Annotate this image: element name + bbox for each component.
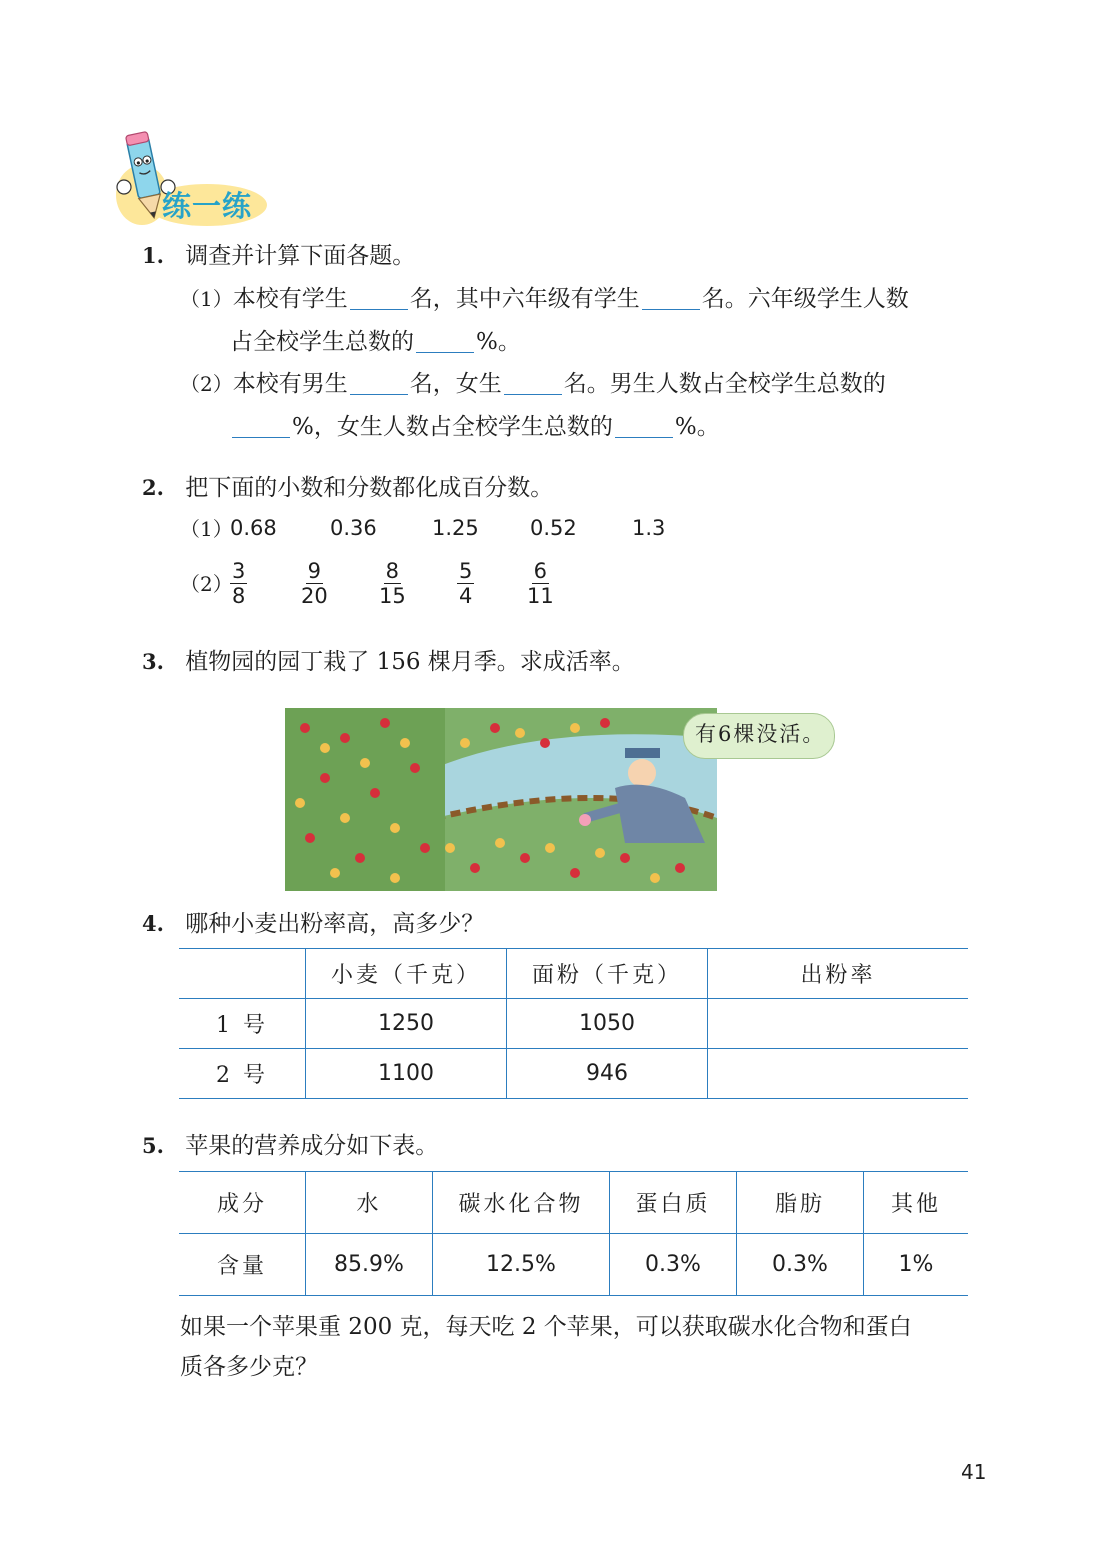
- answer-blank[interactable]: [504, 370, 562, 395]
- table-header-cell: 其他: [890, 1192, 941, 1217]
- table-cell: 12.5%: [433, 1234, 610, 1296]
- part-label: （1）: [180, 287, 233, 311]
- numerator: 3: [232, 559, 246, 583]
- table-header-row: [179, 949, 968, 999]
- answer-cell[interactable]: [708, 1049, 969, 1099]
- table-header-cell: 脂肪: [737, 1172, 864, 1234]
- denominator: 20: [301, 584, 328, 608]
- question-4: [142, 909, 484, 939]
- decimal-value: 1.25: [432, 516, 479, 540]
- table-cell: 0.3%: [610, 1234, 737, 1296]
- table-cell: 1050: [507, 999, 708, 1049]
- fraction: [230, 559, 247, 608]
- answer-blank[interactable]: [642, 285, 700, 310]
- text-segment: 名，女生: [409, 371, 502, 397]
- table-row: [179, 999, 968, 1049]
- decimal-value: 0.36: [330, 516, 377, 540]
- denominator: 8: [232, 584, 246, 608]
- decimal-value: 1.3: [632, 516, 666, 540]
- table-cell: 1100: [306, 1049, 507, 1099]
- text-segment: 本校有学生: [232, 286, 348, 312]
- q5-followup-line1: 如果一个苹果重 200 克，每天吃 2 个苹果，可以获取碳水化合物和蛋白: [180, 1314, 912, 1340]
- question-1: [142, 241, 415, 271]
- fraction: [527, 559, 554, 608]
- q1-part1-line2: [230, 327, 521, 357]
- page-number: 41: [961, 1460, 987, 1484]
- numerator: 6: [533, 559, 548, 583]
- numerator: 5: [459, 559, 473, 583]
- section-title: 练一练: [162, 189, 253, 223]
- question-3: [142, 647, 635, 677]
- speech-text: 有6棵没活。: [695, 722, 826, 746]
- table-header-cell: 成分: [179, 1172, 306, 1234]
- nutrition-table: [179, 1171, 968, 1296]
- part-label: （2）: [180, 372, 233, 396]
- question-number: 3.: [142, 649, 164, 674]
- text-segment: 本校有男生: [232, 371, 348, 397]
- table-cell: 1 号: [179, 999, 306, 1049]
- question-text: 哪种小麦出粉率高，高多少？: [185, 911, 485, 937]
- table-cell: 85.9%: [306, 1234, 433, 1296]
- answer-blank[interactable]: [416, 328, 474, 353]
- table-header-cell: [179, 949, 306, 999]
- answer-blank[interactable]: [615, 413, 673, 438]
- answer-blank[interactable]: [350, 370, 408, 395]
- q2-part2: [180, 569, 233, 599]
- text-segment: %。: [476, 329, 521, 355]
- question-text: 植物园的园丁栽了 156 棵月季。求成活率。: [185, 649, 635, 675]
- gardener-flowers-image: [285, 708, 717, 891]
- q1-part1-line1: [180, 284, 909, 314]
- denominator: 4: [459, 584, 473, 608]
- exercise-badge: [112, 125, 272, 230]
- table-cell: 946: [507, 1049, 708, 1099]
- table-cell: 含量: [179, 1234, 306, 1296]
- q5-followup-line2: 质各多少克？: [180, 1354, 318, 1380]
- table-cell: 1%: [898, 1252, 934, 1277]
- question-number: 1.: [142, 243, 164, 268]
- text-segment: 名。男生人数占全校学生总数的: [563, 371, 886, 397]
- table-header-row: [179, 1172, 968, 1234]
- decimal-value: 0.52: [530, 516, 577, 540]
- table-header-cell: 水: [306, 1172, 433, 1234]
- question-number: 5.: [142, 1133, 164, 1158]
- question-text: 苹果的营养成分如下表。: [185, 1133, 439, 1159]
- text-segment: %，女生人数占全校学生总数的: [292, 414, 613, 440]
- question-number: 4.: [142, 911, 164, 936]
- denominator: 15: [379, 584, 406, 608]
- table-header-cell: 蛋白质: [610, 1172, 737, 1234]
- numerator: 8: [385, 559, 400, 583]
- denominator: 11: [527, 584, 554, 608]
- question-5: [142, 1131, 438, 1161]
- table-cell: 2 号: [179, 1049, 306, 1099]
- text-segment: 占全校学生总数的: [230, 329, 414, 355]
- q1-part2-line1: [180, 369, 886, 399]
- q1-part2-line2: [230, 412, 720, 442]
- text-segment: %。: [674, 414, 720, 440]
- answer-blank[interactable]: [350, 285, 408, 310]
- question-2: [142, 473, 553, 503]
- answer-blank[interactable]: [232, 413, 290, 438]
- garden-illustration: [285, 708, 717, 891]
- table-row: [179, 1234, 968, 1296]
- table-header-cell: 碳水化合物: [433, 1172, 610, 1234]
- text-segment: 名。六年级学生人数: [701, 286, 909, 312]
- table-header-cell: 出粉率: [800, 963, 876, 988]
- table-cell: 0.3%: [737, 1234, 864, 1296]
- part-label: （1）: [180, 517, 233, 541]
- text-segment: 名，其中六年级有学生: [409, 286, 640, 312]
- q2-part1: [180, 514, 233, 544]
- question-text: 把下面的小数和分数都化成百分数。: [185, 475, 554, 501]
- wheat-table: [179, 948, 968, 1099]
- table-cell: 1250: [306, 999, 507, 1049]
- decimal-value: 0.68: [230, 516, 277, 540]
- table-header-cell: 面粉（千克）: [507, 949, 708, 999]
- part-label: （2）: [180, 572, 233, 596]
- table-row: [179, 1049, 968, 1099]
- fraction: [301, 559, 328, 608]
- fraction: [379, 559, 406, 608]
- fraction: [457, 559, 474, 608]
- numerator: 9: [307, 559, 322, 583]
- question-number: 2.: [142, 475, 164, 500]
- question-text: 调查并计算下面各题。: [185, 243, 416, 269]
- table-header-cell: 小麦（千克）: [306, 949, 507, 999]
- answer-cell[interactable]: [708, 999, 969, 1049]
